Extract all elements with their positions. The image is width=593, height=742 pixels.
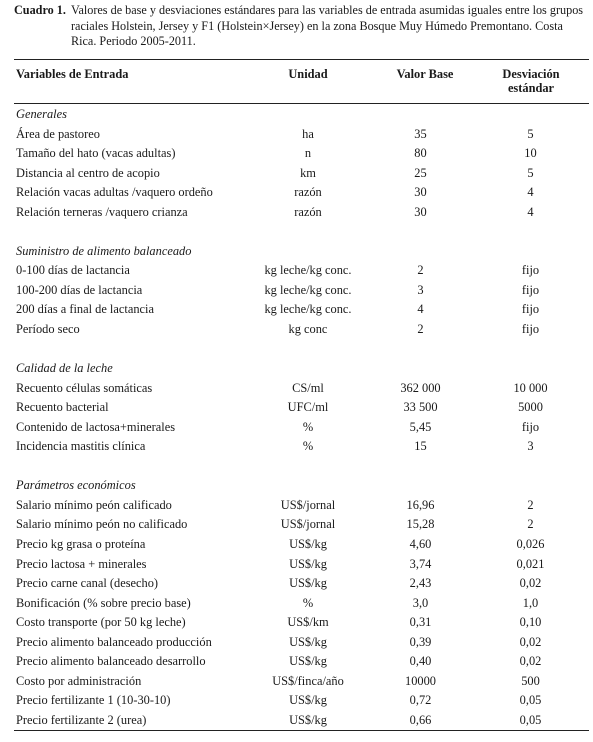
cell-unit: US$/jornal xyxy=(280,497,336,512)
cell-variable: Salario mínimo peón calificado xyxy=(16,497,172,512)
cell-std-deviation: 5000 xyxy=(518,400,543,415)
cell-base-value: 80 xyxy=(414,146,427,161)
header-std-deviation-line2: estándar xyxy=(507,81,555,95)
table-row xyxy=(0,280,593,300)
cell-unit: ha xyxy=(302,126,314,141)
cell-base-value: 0,39 xyxy=(409,634,432,649)
table-row xyxy=(0,593,593,613)
cell-variable: 100-200 días de lactancia xyxy=(16,282,143,297)
header-unit: Unidad xyxy=(288,67,328,81)
cell-unit: % xyxy=(302,439,314,454)
section-header-row xyxy=(0,358,593,378)
section-title: Generales xyxy=(16,107,67,121)
cell-base-value: 0,31 xyxy=(409,615,432,630)
cell-variable: 0-100 días de lactancia xyxy=(16,263,130,278)
table-caption xyxy=(14,3,589,50)
cell-base-value: 30 xyxy=(414,185,427,200)
cell-variable: Bonificación (% sobre precio base) xyxy=(16,595,191,610)
bottom-rule xyxy=(14,730,589,731)
cell-base-value: 3,74 xyxy=(409,556,432,571)
cell-unit: US$/jornal xyxy=(280,517,336,532)
cell-unit: razón xyxy=(294,204,322,219)
cell-base-value: 30 xyxy=(414,204,427,219)
cell-std-deviation: 1,0 xyxy=(522,595,539,610)
cell-base-value: 2,43 xyxy=(409,576,432,591)
cell-std-deviation: 4 xyxy=(527,185,534,200)
cell-unit: razón xyxy=(294,185,322,200)
cell-unit: UFC/ml xyxy=(287,400,329,415)
cell-unit: kg leche/kg conc. xyxy=(264,302,352,317)
cell-unit: US$/kg xyxy=(289,712,327,727)
table-row xyxy=(0,690,593,710)
cell-std-deviation: 4 xyxy=(527,204,534,219)
table-row xyxy=(0,397,593,417)
table-body xyxy=(0,104,593,730)
cell-variable: Recuento células somáticas xyxy=(16,380,153,395)
cell-std-deviation: 0,02 xyxy=(519,654,542,669)
cell-base-value: 16,96 xyxy=(406,497,435,512)
cell-std-deviation: 2 xyxy=(527,517,534,532)
cell-variable: Precio alimento balanceado producción xyxy=(16,634,212,649)
table-row xyxy=(0,260,593,280)
cell-unit: US$/kg xyxy=(289,634,327,649)
cell-unit: US$/kg xyxy=(289,556,327,571)
table-row xyxy=(0,710,593,730)
cell-base-value: 0,72 xyxy=(409,693,432,708)
cell-std-deviation: 0,05 xyxy=(519,693,542,708)
cell-variable: Recuento bacterial xyxy=(16,400,109,415)
cell-unit: US$/finca/año xyxy=(272,673,344,688)
section-title: Parámetros económicos xyxy=(16,478,136,493)
cell-unit: US$/kg xyxy=(289,693,327,708)
cell-std-deviation: 10 000 xyxy=(513,380,548,395)
cell-base-value: 25 xyxy=(414,165,427,180)
cell-base-value: 0,66 xyxy=(409,712,432,727)
cell-variable: Costo transporte (por 50 kg leche) xyxy=(16,615,186,630)
cell-unit: US$/kg xyxy=(289,654,327,669)
cell-variable: Salario mínimo peón no calificado xyxy=(16,517,188,532)
cell-variable: Precio fertilizante 1 (10-30-10) xyxy=(16,693,171,708)
table-row xyxy=(0,319,593,339)
cell-std-deviation: 500 xyxy=(521,673,540,688)
cell-std-deviation: fijo xyxy=(521,419,540,434)
cell-base-value: 15 xyxy=(414,439,427,454)
cell-variable: Distancia al centro de acopio xyxy=(16,165,160,180)
cell-std-deviation: 5 xyxy=(527,126,534,141)
table-row xyxy=(0,417,593,437)
cell-std-deviation: 0,05 xyxy=(519,712,542,727)
cell-base-value: 362 000 xyxy=(400,380,441,395)
cell-base-value: 33 500 xyxy=(403,400,438,415)
cell-variable: Precio kg grasa o proteína xyxy=(16,537,146,552)
table-row xyxy=(0,378,593,398)
table-row xyxy=(0,671,593,691)
cell-variable: Contenido de lactosa+minerales xyxy=(16,419,176,434)
cell-variable: Precio lactosa + minerales xyxy=(16,556,147,571)
table-row xyxy=(0,534,593,554)
table-row xyxy=(0,202,593,222)
cell-unit: % xyxy=(302,595,314,610)
cell-base-value: 5,45 xyxy=(409,419,432,434)
cell-unit: kg leche/kg conc. xyxy=(264,263,352,278)
cell-std-deviation: 5 xyxy=(527,165,534,180)
cell-base-value: 35 xyxy=(414,126,427,141)
table-row xyxy=(0,124,593,144)
table-row xyxy=(0,573,593,593)
caption-text: Valores de base y desviaciones estándares para las variables de entrada asumidas iguales entre los grupos raciales Holstein, Jersey y F1 (Holstein×Jersey) en la zona Bosque Muy Húmedo Premontano. Costa Rica. Periodo 2005-2011. xyxy=(71,3,584,48)
cell-base-value: 2 xyxy=(417,322,424,337)
header-std-deviation-line1: Desviación xyxy=(502,67,560,81)
cell-unit: US$/kg xyxy=(289,576,327,591)
cell-std-deviation: 0,10 xyxy=(519,615,542,630)
top-rule xyxy=(14,59,589,60)
cell-variable: Precio fertilizante 2 (urea) xyxy=(16,712,147,727)
table-row xyxy=(0,495,593,515)
cell-std-deviation: 0,021 xyxy=(516,556,545,571)
cell-variable: Incidencia mastitis clínica xyxy=(16,439,146,454)
cell-variable: Precio carne canal (desecho) xyxy=(16,576,159,591)
cell-base-value: 0,40 xyxy=(409,654,432,669)
cell-std-deviation: 0,026 xyxy=(516,537,545,552)
cell-base-value: 4,60 xyxy=(409,537,432,552)
cell-base-value: 15,28 xyxy=(406,517,435,532)
section-title: Calidad de la leche xyxy=(16,361,113,376)
caption-label: Cuadro 1. xyxy=(14,3,66,17)
spacer-row xyxy=(0,339,593,359)
cell-unit: km xyxy=(300,165,316,180)
header-std-deviation xyxy=(486,67,576,95)
table-row xyxy=(0,651,593,671)
cell-unit: CS/ml xyxy=(292,380,324,395)
cell-std-deviation: 10 xyxy=(524,146,537,161)
cell-unit: US$/kg xyxy=(289,537,327,552)
cell-variable: Precio alimento balanceado desarrollo xyxy=(16,654,206,669)
cell-unit: US$/km xyxy=(287,615,329,630)
table-row xyxy=(0,182,593,202)
section-title: Suministro de alimento balanceado xyxy=(16,243,192,258)
table-row xyxy=(0,436,593,456)
cell-std-deviation: fijo xyxy=(521,263,540,278)
section-header-row xyxy=(0,475,593,495)
cell-unit: kg conc xyxy=(288,322,328,337)
cell-variable: Período seco xyxy=(16,322,80,337)
cell-unit: n xyxy=(304,146,312,161)
table-row xyxy=(0,554,593,574)
cell-std-deviation: fijo xyxy=(521,322,540,337)
cell-std-deviation: fijo xyxy=(521,302,540,317)
table-row xyxy=(0,514,593,534)
cell-variable: Relación terneras /vaquero crianza xyxy=(16,204,188,219)
cell-base-value: 3 xyxy=(417,282,424,297)
table-row xyxy=(0,163,593,183)
cell-variable: Costo por administración xyxy=(16,673,142,688)
table-row xyxy=(0,299,593,319)
cell-std-deviation: fijo xyxy=(521,282,540,297)
cell-base-value: 4 xyxy=(417,302,424,317)
header-variable: Variables de Entrada xyxy=(16,67,129,81)
cell-variable: 200 días a final de lactancia xyxy=(16,302,154,317)
spacer-row xyxy=(0,221,593,241)
cell-std-deviation: 0,02 xyxy=(519,576,542,591)
cell-base-value: 10000 xyxy=(405,673,436,688)
cell-base-value: 3,0 xyxy=(412,595,429,610)
cell-std-deviation: 2 xyxy=(527,497,534,512)
cell-variable: Relación vacas adultas /vaquero ordeño xyxy=(16,185,213,200)
section-header-row xyxy=(0,104,593,124)
section-header-row xyxy=(0,241,593,261)
spacer-row xyxy=(0,456,593,476)
cell-std-deviation: 3 xyxy=(527,439,534,454)
header-base-value: Valor Base xyxy=(396,67,454,81)
cell-base-value: 2 xyxy=(417,263,424,278)
cell-variable: Área de pastoreo xyxy=(16,126,100,141)
table-row xyxy=(0,632,593,652)
cell-std-deviation: 0,02 xyxy=(519,634,542,649)
table-row xyxy=(0,612,593,632)
cell-variable: Tamaño del hato (vacas adultas) xyxy=(16,146,176,161)
cell-unit: % xyxy=(302,419,314,434)
cell-unit: kg leche/kg conc. xyxy=(264,282,352,297)
table-row xyxy=(0,143,593,163)
